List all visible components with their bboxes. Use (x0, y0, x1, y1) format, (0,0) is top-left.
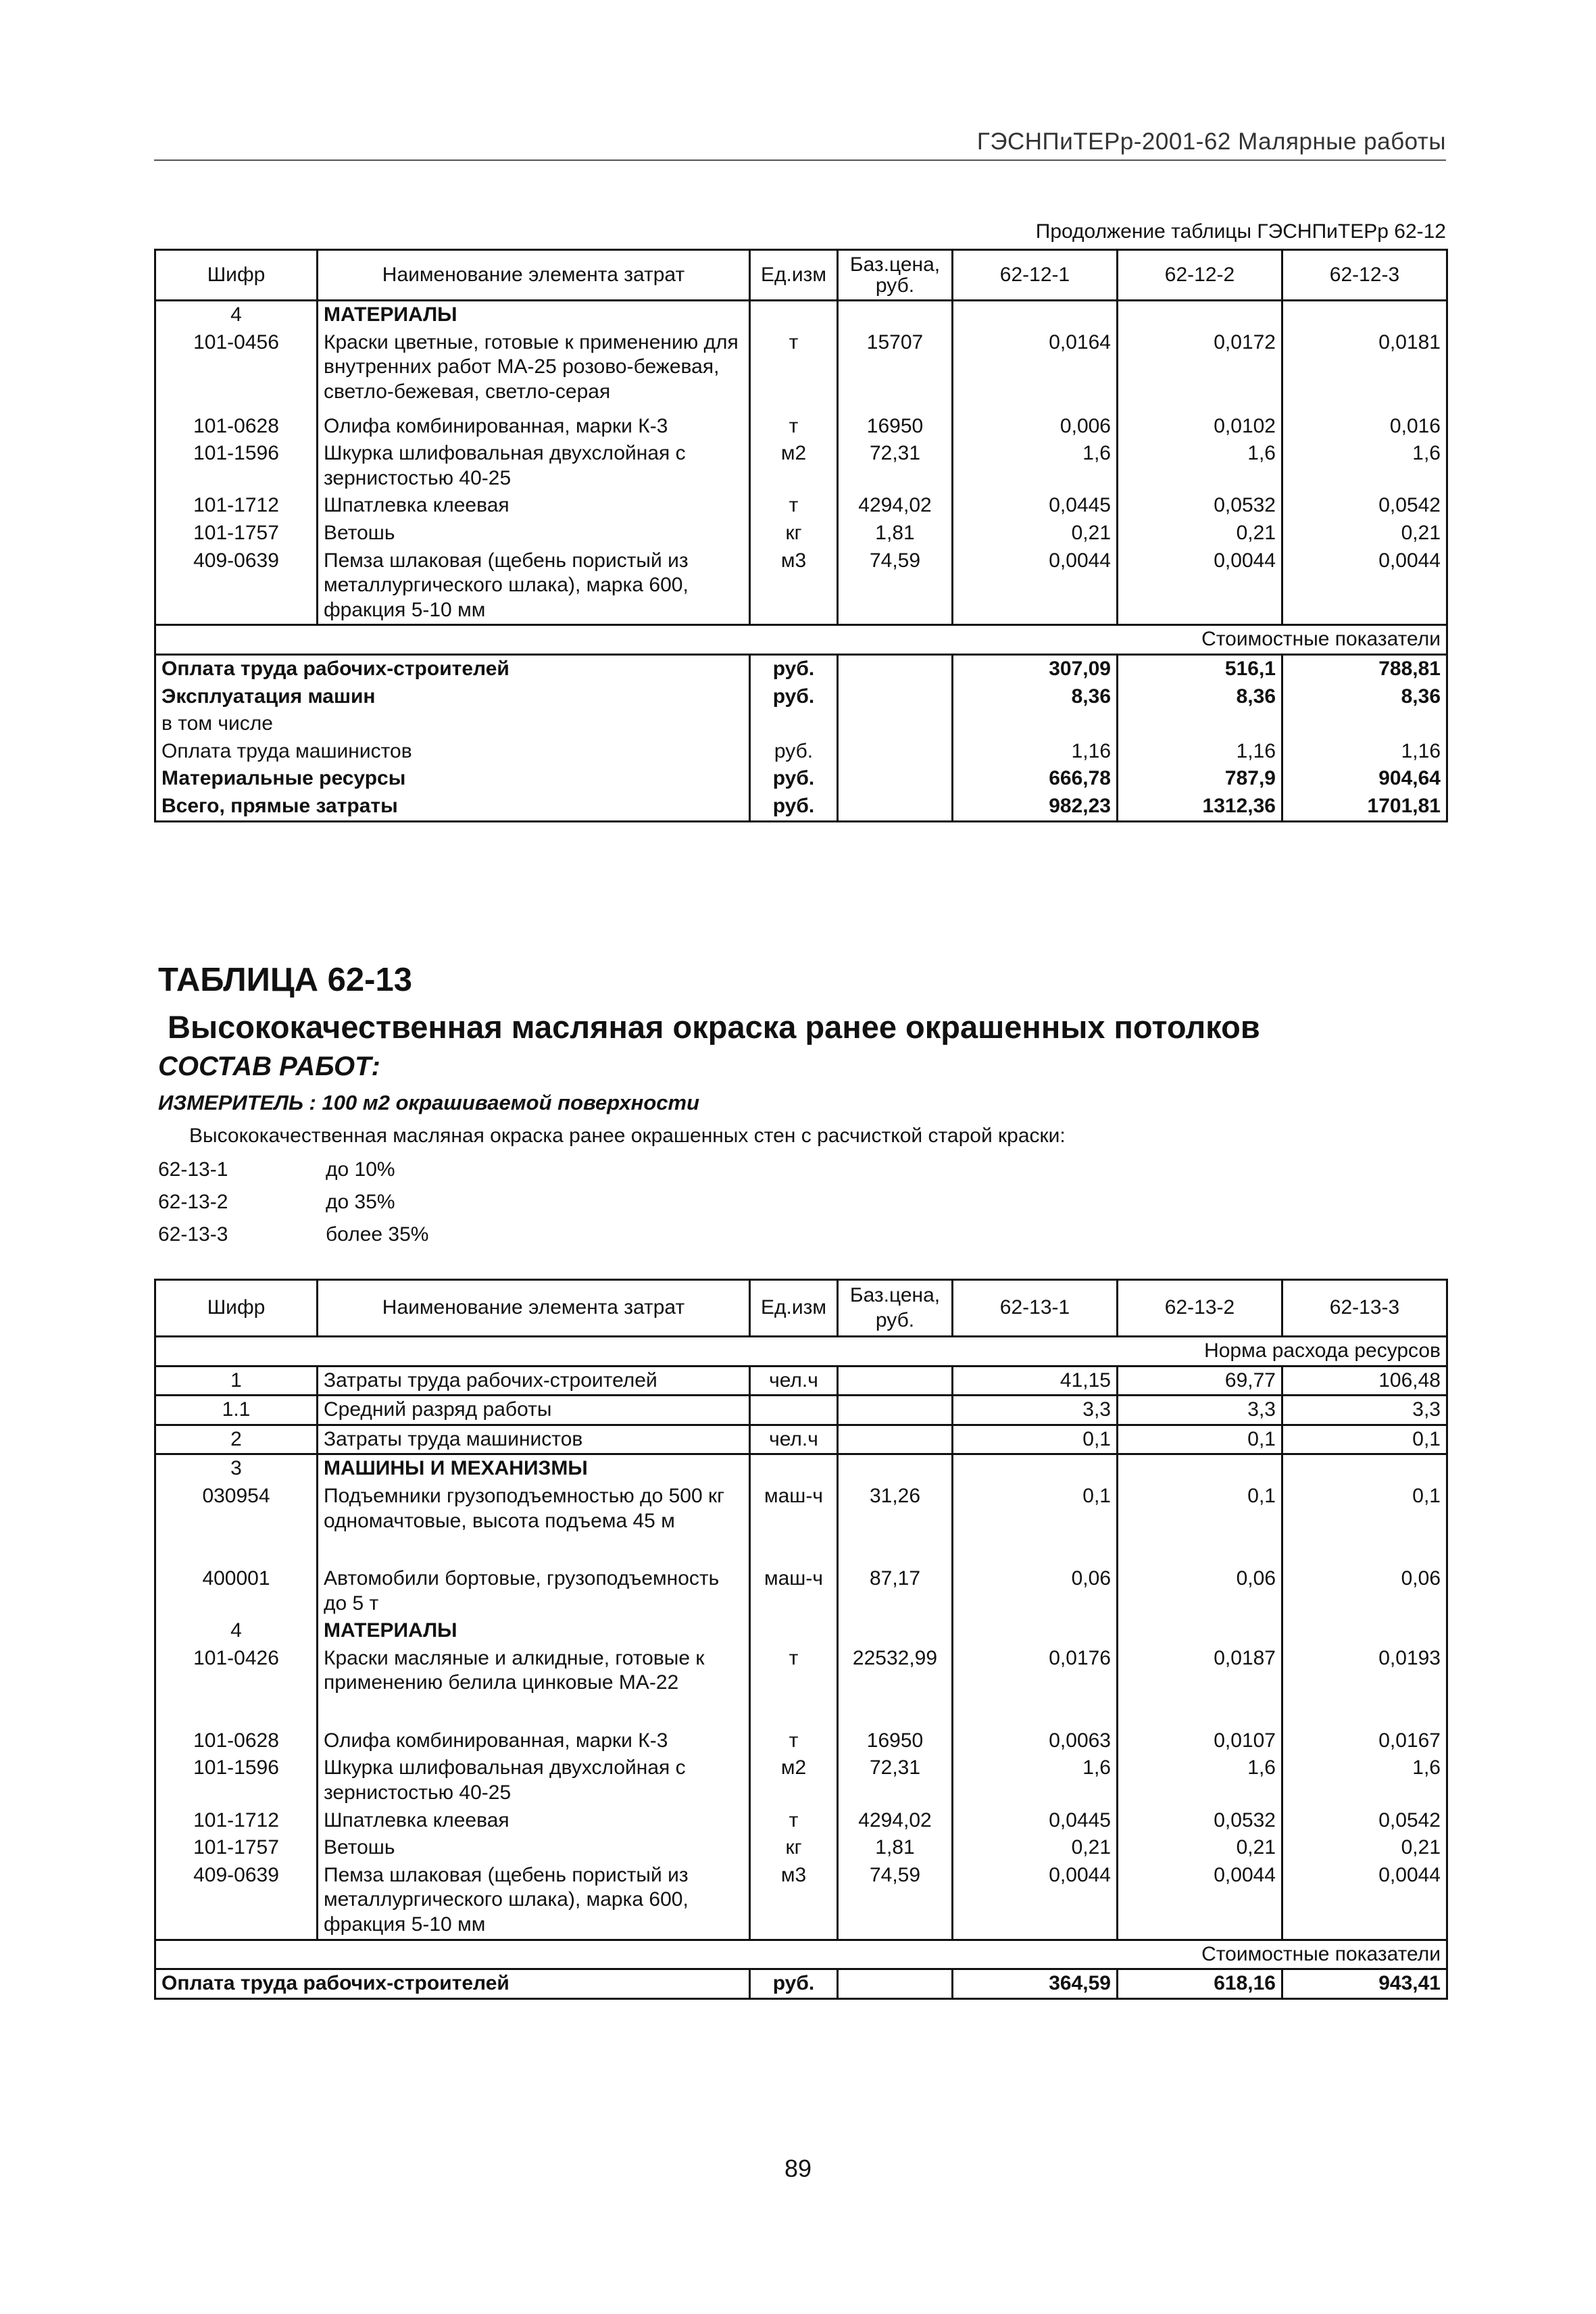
row-value-2: 0,0044 (1118, 547, 1282, 625)
row-value-2: 0,06 (1118, 1565, 1282, 1617)
row-value-2: 0,1 (1118, 1425, 1282, 1454)
row-code: 1.1 (155, 1396, 318, 1425)
measure-unit: ИЗМЕРИТЕЛЬ : 100 м2 окрашиваемой поверхности (158, 1091, 700, 1114)
col-header-price: Баз.цена, руб. (838, 1280, 953, 1337)
row-value-3: 106,48 (1282, 1366, 1447, 1396)
row-value-2: 0,0532 (1118, 492, 1282, 520)
cost-label: Оплата труда машинистов (155, 738, 750, 766)
continuation-caption: Продолжение таблицы ГЭСНПиТЕРр 62-12 (1035, 220, 1446, 243)
row-code: 101-1712 (155, 1807, 318, 1835)
row-price: 4294,02 (838, 492, 953, 520)
cost-unit: руб. (750, 1969, 838, 1999)
row-code: 101-0628 (155, 1727, 318, 1755)
row-value-3: 0,21 (1282, 1834, 1447, 1862)
table-row (155, 1754, 1447, 1806)
row-unit: т (750, 1727, 838, 1755)
row-name: Пемза шлаковая (щебень пористый из металлургического шлака), марка 600, фракция 5-10 мм (318, 1862, 750, 1940)
row-value-3: 0,016 (1282, 413, 1447, 441)
col-header-name: Наименование элемента затрат (318, 250, 750, 301)
cost-row (155, 654, 1447, 683)
section-code: 4 (155, 1617, 318, 1645)
table-row (155, 1862, 1447, 1940)
cost-value-3: 943,41 (1282, 1969, 1447, 1999)
cost-value-1: 982,23 (953, 793, 1118, 821)
cost-value-2: 1,16 (1118, 738, 1282, 766)
row-unit: т (750, 1807, 838, 1835)
cost-value-3: 904,64 (1282, 765, 1447, 793)
row-price (838, 1425, 953, 1454)
table-row (155, 1645, 1447, 1727)
variant-text: до 35% (326, 1191, 395, 1213)
row-code: 409-0639 (155, 1862, 318, 1940)
table-row (155, 1483, 1447, 1565)
cost-value-2: 618,16 (1118, 1969, 1282, 1999)
row-unit (750, 1396, 838, 1425)
row-value-3: 0,1 (1282, 1425, 1447, 1454)
cost-value-2: 787,9 (1118, 765, 1282, 793)
row-unit: чел.ч (750, 1425, 838, 1454)
row-value-1: 1,6 (953, 1754, 1118, 1806)
row-value-2: 1,6 (1118, 440, 1282, 492)
cost-value-1: 1,16 (953, 738, 1118, 766)
table-62-12-continuation (154, 249, 1448, 822)
running-header: ГЭСНПиТЕРр-2001-62 Малярные работы (154, 128, 1446, 161)
variant-text: до 10% (326, 1158, 395, 1181)
section-code: 3 (155, 1454, 318, 1483)
cost-row (155, 683, 1447, 711)
variant-row (158, 1158, 395, 1181)
labor-row (155, 1396, 1447, 1425)
table-row (155, 1727, 1447, 1755)
row-value-1: 0,21 (953, 520, 1118, 547)
row-value-3: 0,0542 (1282, 492, 1447, 520)
row-name: Подъемники грузоподъемностью до 500 кг одномачтовые, высота подъема 45 м (318, 1483, 750, 1565)
cost-label: Оплата труда рабочих-строителей (155, 654, 750, 683)
cost-label: Всего, прямые затраты (155, 793, 750, 821)
row-price: 1,81 (838, 1834, 953, 1862)
row-value-1: 41,15 (953, 1366, 1118, 1396)
col-header-unit: Ед.изм (750, 250, 838, 301)
variant-code: 62-13-3 (158, 1223, 228, 1246)
table-row (155, 1565, 1447, 1617)
row-code: 409-0639 (155, 547, 318, 625)
row-unit: т (750, 1645, 838, 1727)
cost-value-1: 666,78 (953, 765, 1118, 793)
row-value-2: 0,1 (1118, 1483, 1282, 1565)
col-header-v1: 62-13-1 (953, 1280, 1118, 1337)
col-header-code: Шифр (155, 1280, 318, 1337)
norm-band-row (155, 1337, 1447, 1367)
variant-code: 62-13-2 (158, 1191, 228, 1213)
row-value-3: 0,06 (1282, 1565, 1447, 1617)
row-code: 030954 (155, 1483, 318, 1565)
row-name: Затраты труда рабочих-строителей (318, 1366, 750, 1396)
row-price: 74,59 (838, 1862, 953, 1940)
row-price: 1,81 (838, 520, 953, 547)
row-price: 87,17 (838, 1565, 953, 1617)
work-composition-label: СОСТАВ РАБОТ: (158, 1052, 380, 1081)
row-value-1: 0,0063 (953, 1727, 1118, 1755)
row-value-3: 0,0181 (1282, 329, 1447, 413)
col-header-code: Шифр (155, 250, 318, 301)
row-price: 16950 (838, 1727, 953, 1755)
row-value-1: 0,1 (953, 1483, 1118, 1565)
row-name: Шпатлевка клеевая (318, 1807, 750, 1835)
cost-value-1: 8,36 (953, 683, 1118, 711)
row-price (838, 1366, 953, 1396)
row-name: Ветошь (318, 520, 750, 547)
row-value-3: 3,3 (1282, 1396, 1447, 1425)
row-value-1: 0,006 (953, 413, 1118, 441)
cost-unit: руб. (750, 793, 838, 821)
col-header-price: Баз.цена, руб. (838, 250, 953, 301)
row-unit: кг (750, 1834, 838, 1862)
col-header-v2: 62-12-2 (1118, 250, 1282, 301)
row-code: 101-1596 (155, 1754, 318, 1806)
cost-value-2: 516,1 (1118, 654, 1282, 683)
row-value-1: 0,0176 (953, 1645, 1118, 1727)
section-row-materials (155, 1617, 1447, 1645)
section-row-machines (155, 1454, 1447, 1483)
row-value-1: 1,6 (953, 440, 1118, 492)
row-name: Пемза шлаковая (щебень пористый из металлургического шлака), марка 600, фракция 5-10 мм (318, 547, 750, 625)
row-price: 4294,02 (838, 1807, 953, 1835)
table-row (155, 547, 1447, 625)
row-name: Ветошь (318, 1834, 750, 1862)
cost-label: в том числе (155, 710, 750, 738)
cost-value-3: 8,36 (1282, 683, 1447, 711)
section-code: 4 (155, 301, 318, 329)
table-62-13 (154, 1279, 1448, 2000)
row-value-3: 0,21 (1282, 520, 1447, 547)
labor-row (155, 1366, 1447, 1396)
row-price (838, 1396, 953, 1425)
col-header-name: Наименование элемента затрат (318, 1280, 750, 1337)
cost-label: Материальные ресурсы (155, 765, 750, 793)
row-value-2: 3,3 (1118, 1396, 1282, 1425)
row-name: Олифа комбинированная, марки К-3 (318, 1727, 750, 1755)
row-price: 22532,99 (838, 1645, 953, 1727)
row-unit: т (750, 492, 838, 520)
row-price: 72,31 (838, 1754, 953, 1806)
section-name: МАШИНЫ И МЕХАНИЗМЫ (318, 1454, 750, 1483)
cost-band-row (155, 625, 1447, 655)
row-value-3: 1,6 (1282, 440, 1447, 492)
row-value-2: 0,0102 (1118, 413, 1282, 441)
row-value-2: 0,0187 (1118, 1645, 1282, 1727)
row-unit: т (750, 329, 838, 413)
section-subtitle: Высококачественная масляная окраска ранее окрашенных потолков (168, 1009, 1260, 1045)
col-header-v2: 62-13-2 (1118, 1280, 1282, 1337)
row-code: 101-0456 (155, 329, 318, 413)
row-name: Шкурка шлифовальная двухслойная с зернистостью 40-25 (318, 1754, 750, 1806)
cost-row (155, 1969, 1447, 1999)
row-value-2: 0,0044 (1118, 1862, 1282, 1940)
row-name: Олифа комбинированная, марки К-3 (318, 413, 750, 441)
row-value-2: 0,21 (1118, 520, 1282, 547)
section-title: ТАБЛИЦА 62-13 (158, 962, 412, 998)
row-code: 1 (155, 1366, 318, 1396)
row-value-3: 0,0542 (1282, 1807, 1447, 1835)
row-value-2: 69,77 (1118, 1366, 1282, 1396)
cost-value-3: 788,81 (1282, 654, 1447, 683)
row-price: 15707 (838, 329, 953, 413)
row-value-1: 0,06 (953, 1565, 1118, 1617)
row-value-3: 0,1 (1282, 1483, 1447, 1565)
row-value-2: 1,6 (1118, 1754, 1282, 1806)
table-header-row (155, 1280, 1447, 1337)
row-value-1: 0,1 (953, 1425, 1118, 1454)
cost-label: Оплата труда рабочих-строителей (155, 1969, 750, 1999)
row-name: Краски масляные и алкидные, готовые к применению белила цинковые МА-22 (318, 1645, 750, 1727)
row-value-1: 3,3 (953, 1396, 1118, 1425)
row-value-1: 0,0044 (953, 1862, 1118, 1940)
table-row (155, 440, 1447, 492)
cost-value-1: 364,59 (953, 1969, 1118, 1999)
section-name: МАТЕРИАЛЫ (318, 1617, 750, 1645)
col-header-v1: 62-12-1 (953, 250, 1118, 301)
labor-row (155, 1425, 1447, 1454)
cost-unit: руб. (750, 654, 838, 683)
section-row-materials (155, 301, 1447, 329)
cost-value-2: 1312,36 (1118, 793, 1282, 821)
cost-row (155, 738, 1447, 766)
row-name: Средний разряд работы (318, 1396, 750, 1425)
variant-text: более 35% (326, 1223, 429, 1246)
row-value-1: 0,0164 (953, 329, 1118, 413)
row-code: 101-1757 (155, 1834, 318, 1862)
section-name: МАТЕРИАЛЫ (318, 301, 750, 329)
row-value-2: 0,0172 (1118, 329, 1282, 413)
row-code: 101-1596 (155, 440, 318, 492)
work-description: Высококачественная масляная окраска ранее окрашенных стен с расчисткой старой краски: (189, 1125, 1066, 1147)
table-row (155, 1834, 1447, 1862)
row-code: 101-1757 (155, 520, 318, 547)
row-code: 101-0426 (155, 1645, 318, 1727)
row-unit: м2 (750, 440, 838, 492)
cost-value-1: 307,09 (953, 654, 1118, 683)
variant-row (158, 1191, 395, 1214)
row-unit: м3 (750, 547, 838, 625)
cost-label: Эксплуатация машин (155, 683, 750, 711)
row-value-3: 0,0044 (1282, 547, 1447, 625)
col-header-unit: Ед.изм (750, 1280, 838, 1337)
cost-value-3: 1,16 (1282, 738, 1447, 766)
cost-band-label: Стоимостные показатели (155, 625, 1447, 655)
row-value-1: 0,0445 (953, 1807, 1118, 1835)
col-header-v3: 62-12-3 (1282, 250, 1447, 301)
norm-band-label: Норма расхода ресурсов (155, 1337, 1447, 1367)
row-value-3: 0,0044 (1282, 1862, 1447, 1940)
table-row (155, 1807, 1447, 1835)
cost-value-3: 1701,81 (1282, 793, 1447, 821)
row-price: 16950 (838, 413, 953, 441)
cost-row (155, 710, 1447, 738)
row-unit: т (750, 413, 838, 441)
cost-band-label: Стоимостные показатели (155, 1940, 1447, 1969)
row-name: Шпатлевка клеевая (318, 492, 750, 520)
col-header-v3: 62-13-3 (1282, 1280, 1447, 1337)
row-name: Краски цветные, готовые к применению для внутренних работ МА-25 розово-бежевая, светло-бежевая, светло-серая (318, 329, 750, 413)
cost-band-row (155, 1940, 1447, 1969)
table-header-row (155, 250, 1447, 301)
row-value-3: 0,0193 (1282, 1645, 1447, 1727)
row-unit: маш-ч (750, 1565, 838, 1617)
row-value-3: 0,0167 (1282, 1727, 1447, 1755)
cost-unit: руб. (750, 683, 838, 711)
row-unit: м2 (750, 1754, 838, 1806)
row-unit: кг (750, 520, 838, 547)
cost-unit: руб. (750, 765, 838, 793)
row-unit: м3 (750, 1862, 838, 1940)
row-name: Затраты труда машинистов (318, 1425, 750, 1454)
row-unit: чел.ч (750, 1366, 838, 1396)
table-row (155, 492, 1447, 520)
row-code: 400001 (155, 1565, 318, 1617)
row-code: 101-0628 (155, 413, 318, 441)
row-price: 74,59 (838, 547, 953, 625)
row-name: Автомобили бортовые, грузоподъемность до 5 т (318, 1565, 750, 1617)
cost-unit: руб. (750, 738, 838, 766)
table-row (155, 520, 1447, 547)
row-name: Шкурка шлифовальная двухслойная с зернистостью 40-25 (318, 440, 750, 492)
row-price: 31,26 (838, 1483, 953, 1565)
row-value-3: 1,6 (1282, 1754, 1447, 1806)
cost-value-2: 8,36 (1118, 683, 1282, 711)
variant-code: 62-13-1 (158, 1158, 228, 1181)
page-number: 89 (784, 2155, 812, 2182)
row-unit: маш-ч (750, 1483, 838, 1565)
row-value-2: 0,0532 (1118, 1807, 1282, 1835)
variant-row (158, 1223, 428, 1246)
table-row (155, 329, 1447, 413)
cost-row (155, 765, 1447, 793)
row-value-1: 0,0445 (953, 492, 1118, 520)
row-value-1: 0,0044 (953, 547, 1118, 625)
row-value-1: 0,21 (953, 1834, 1118, 1862)
row-code: 2 (155, 1425, 318, 1454)
row-price: 72,31 (838, 440, 953, 492)
row-code: 101-1712 (155, 492, 318, 520)
cost-row (155, 793, 1447, 821)
row-value-2: 0,0107 (1118, 1727, 1282, 1755)
table-row (155, 413, 1447, 441)
row-value-2: 0,21 (1118, 1834, 1282, 1862)
